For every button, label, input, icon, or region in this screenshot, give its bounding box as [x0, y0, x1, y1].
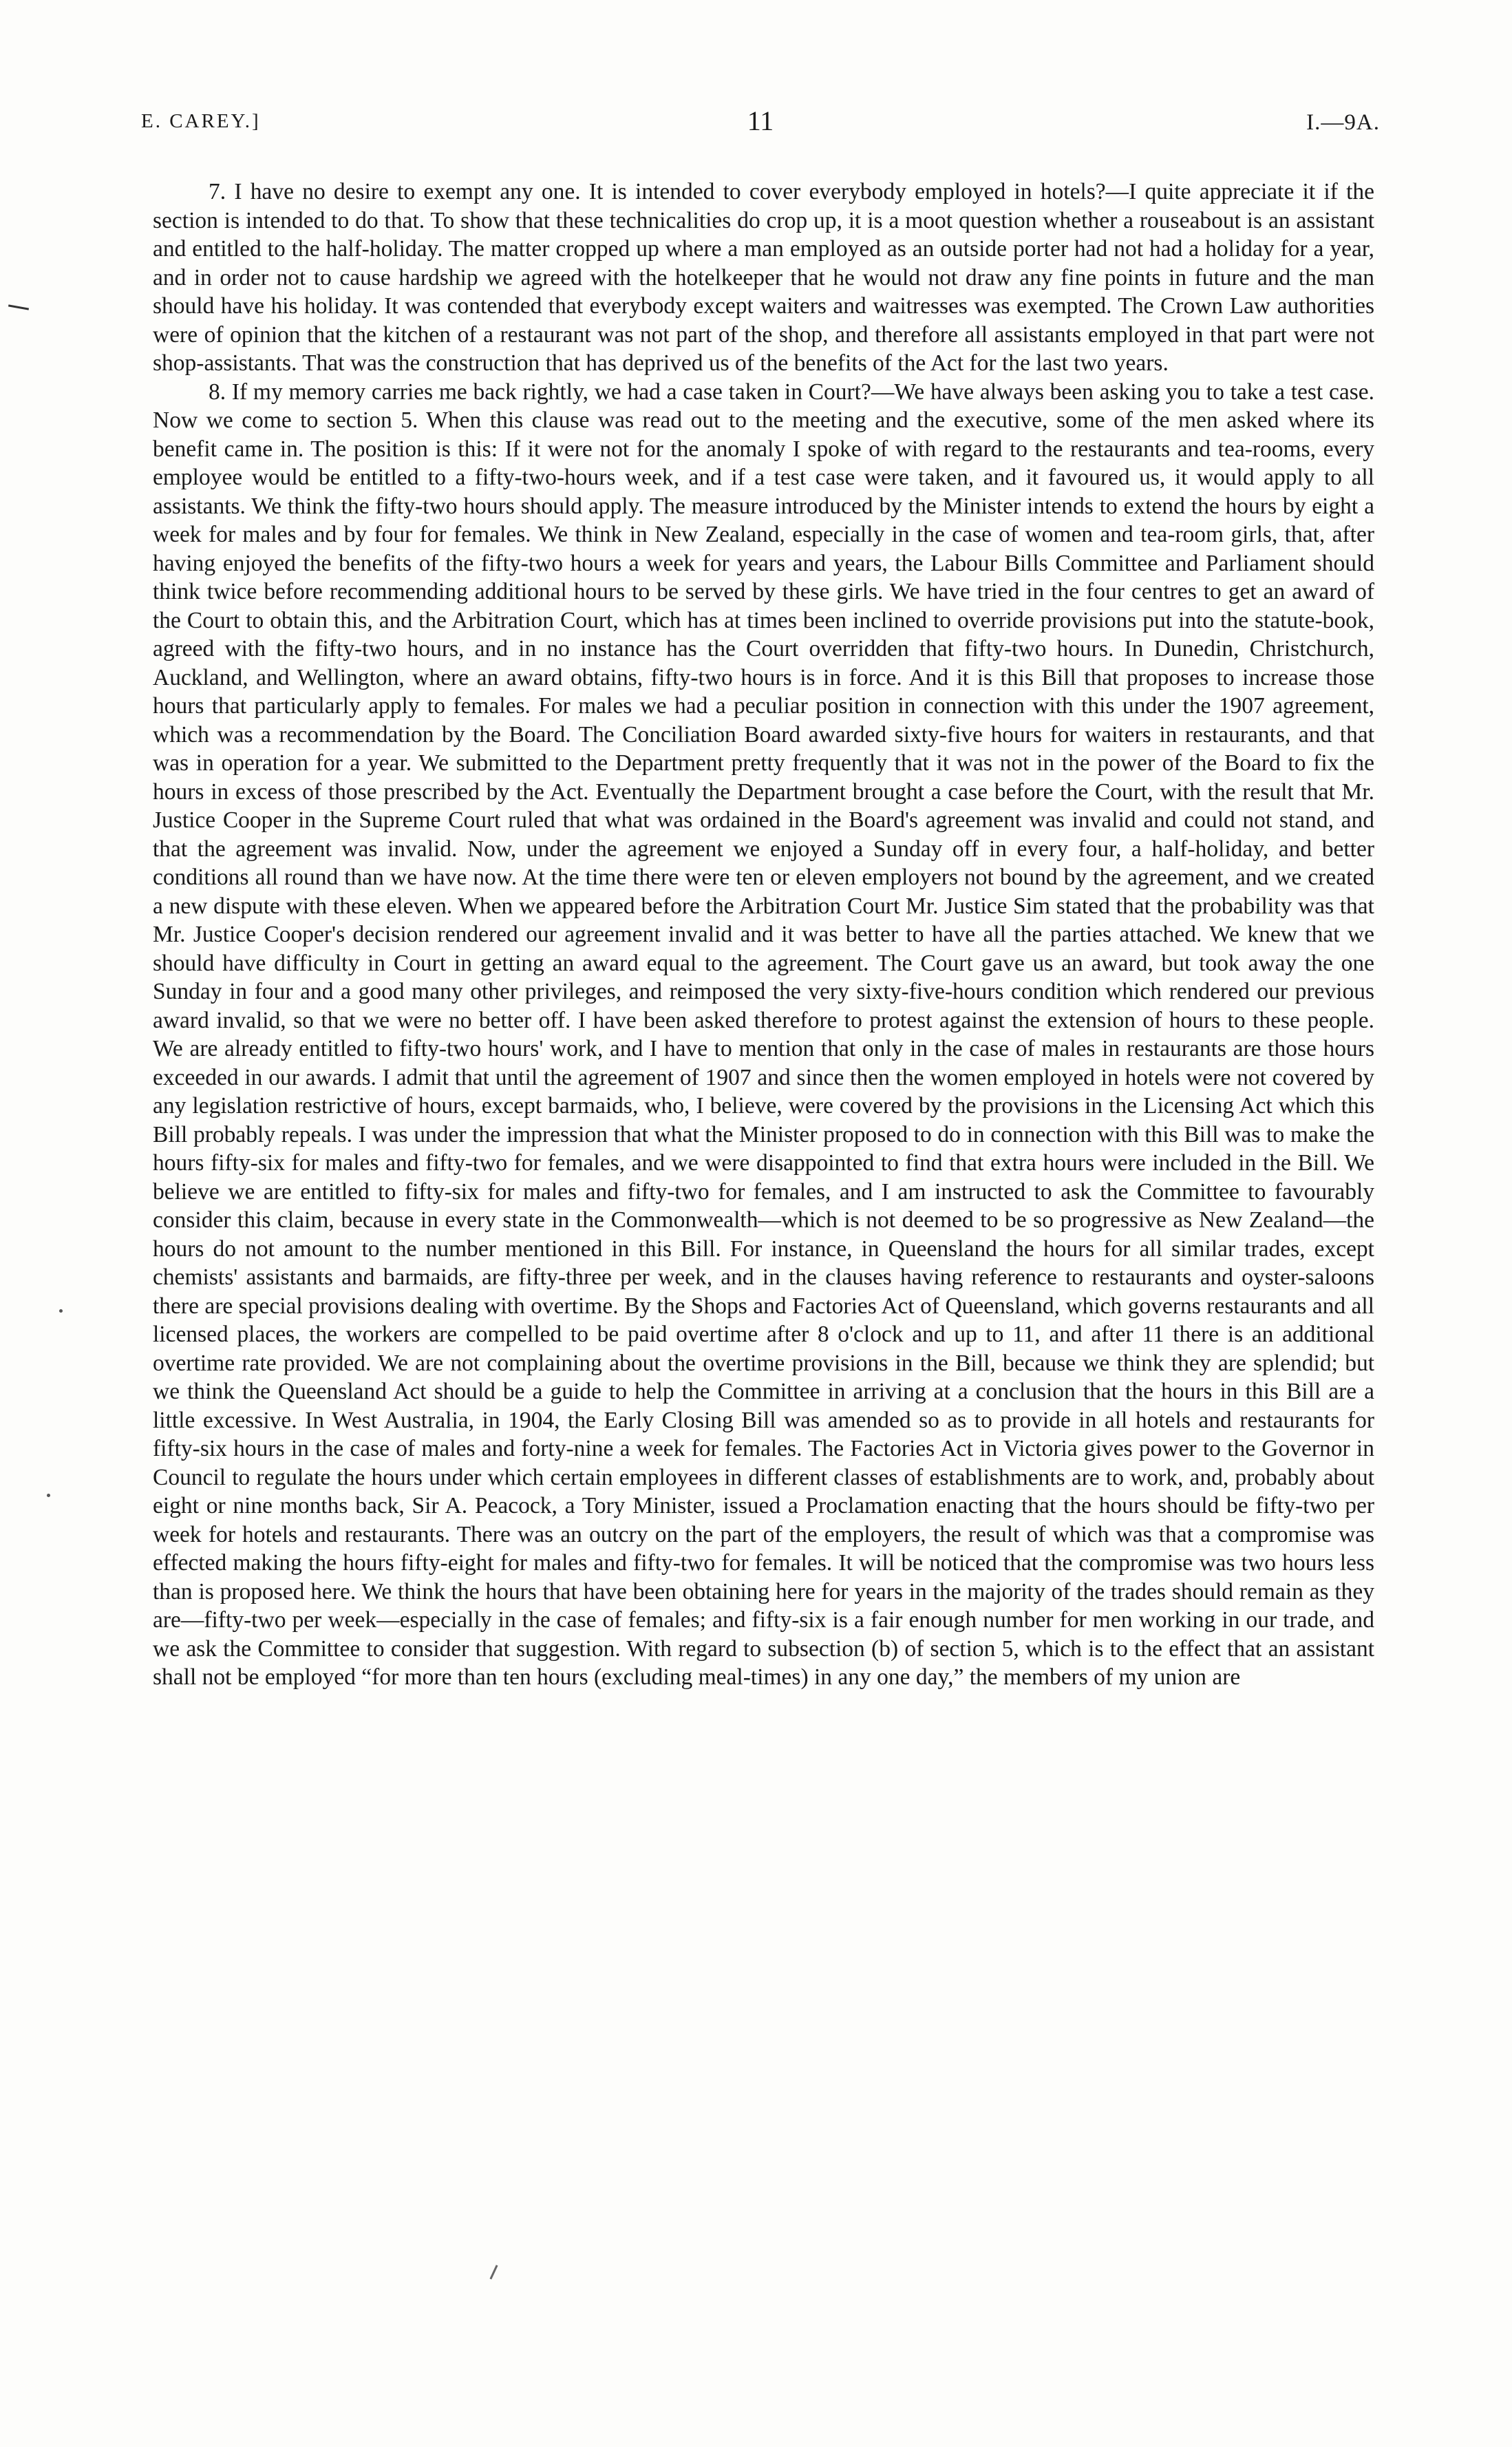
paragraph-8: 8. If my memory carries me back rightly, we had a case taken in Court?—We have always been asking you to take a test case. Now we come to section 5. When this clause was read out to the meeting and the executive, some of the men asked where its benefit came in. The position is this: If it were not for the anomaly I spoke of with regard to the restaurants and tea-rooms, every employee would be entitled to a fifty-two-hours week, and if a test case were taken, and it favoured us, it would apply to all assistants. We think the fifty-two hours should apply. The measure introduced by the Minister intends to extend the hours by eight a week for males and by four for females. We think in New Zealand, especially in the case of women and tea-room girls, that, after having enjoyed the benefits of the fifty-two hours a week for years and years, the Labour Bills Committee and Parliament should think twice before recommending additional hours to be served by these girls. We have tried in the four centres to get an award of the Court to obtain this, and the Arbitration Court, which has at times been inclined to override provisions put into the statute-book, agreed with the fifty-two hours, and in no instance has the Court overridden that fifty-two hours. In Dunedin, Christchurch, Auckland, and Wellington, where an award obtains, fifty-two hours is in force. And it is this Bill that proposes to increase those hours that particularly apply to females. For males we had a peculiar position in connection with this under the 1907 agreement, which was a recommendation by the Board. The Conciliation Board awarded sixty-five hours for waiters in restaurants, and that was in operation for a year. We submitted to the Department pretty frequently that it was not in the power of the Board to fix the hours in excess of those prescribed by the Act. Eventually the Department brought a case before the Court, with the result that Mr. Justice Cooper in the Supreme Court ruled that what was ordained in the Board's agreement was invalid and could not stand, and that the agreement was invalid. Now, under the agreement we enjoyed a Sunday off in every four, a half-holiday, and better conditions all round than we have now. At the time there were ten or eleven employers not bound by the agreement, and we created a new dispute with these eleven. When we appeared before the Arbitration Court Mr. Justice Sim stated that the probability was that Mr. Justice Cooper's decision rendered our agreement invalid and it was better to have all the parties attached. We knew that we should have difficulty in Court in getting an award equal to the agreement. The Court gave us an award, but took away the one Sunday in four and a good many other privileges, and reimposed the very sixty-five-hours condition which rendered our previous award invalid, so that we were no better off. I have been asked therefore to protest against the extension of hours to these people. We are already entitled to fifty-two hours' work, and I have to mention that only in the case of males in restaurants are those hours exceeded in our awards. I admit that until the agreement of 1907 and since then the women employed in hotels were not covered by any legislation restrictive of hours, except barmaids, who, I believe, were covered by the provisions in the Licensing Act which this Bill probably repeals. I was under the impression that what the Minister proposed to do in connection with this Bill was to make the hours fifty-six for males and fifty-two for females, and we were disappointed to find that extra hours were included in the Bill. We believe we are entitled to fifty-six for males and fifty-two for females, and I am instructed to ask the Committee to favourably consider this claim, because in every state in the Commonwealth—which is not deemed to be so progressive as New Zealand—the hours do not amount to the number mentioned in this Bill. For instance, in Queensland the hours for all similar trades, except chemists' assistants and barmaids, are fifty-three per week, and in the clauses having reference to restaurants and oyster-saloons there are special provisions dealing with overtime. By the Shops and Factories Act of Queensland, which governs restaurants and all licensed places, the workers are compelled to be paid overtime after 8 o'clock and up to 11, and after 11 there is an additional overtime rate provided. We are not complaining about the overtime provisions in the Bill, because we think they are splendid; but we think the Queensland Act should be a guide to help the Committee in arriving at a conclusion that the hours in this Bill are a little excessive. In West Australia, in 1904, the Early Closing Bill was amended so as to provide in all hotels and restaurants for fifty-six hours in the case of males and forty-nine a week for females. The Factories Act in Victoria gives power to the Governor in Council to regulate the hours under which certain employees in different classes of establishments are to work, and, probably about eight or nine months back, Sir A. Peacock, a Tory Minister, issued a Proclamation enacting that the hours should be fifty-two per week for hotels and restaurants. There was an outcry on the part of the employers, the result of which was that a compromise was effected making the hours fifty-eight for males and fifty-two for females. It will be noticed that the compromise was two hours less than is proposed here. We think the hours that have been obtaining here for years in the majority of the trades should remain as they are—fifty-two per week—especially in the case of females; and fifty-six is a fair enough number for men working in our trade, and we ask the Committee to consider that suggestion. With regard to subsection (b) of section 5, which is to the effect that an assistant shall not be employed “for more than ten hours (excluding meal-times) in any one day,” the members of my union are	[153, 379, 1374, 1690]
margin-dot	[47, 1494, 50, 1497]
ink-scratch	[489, 2265, 498, 2279]
document-reference: I.—9A.	[1306, 110, 1380, 135]
header-author: E. CAREY.]	[141, 110, 261, 132]
body-text	[153, 178, 1374, 1692]
page-header	[141, 105, 1380, 151]
paragraph-7: 7. I have no desire to exempt any one. It is intended to cover everybody employed in hotels?—I quite appreciate it if the section is intended to do that. To show that these technicalities do crop up, it is a moot question whether a rouseabout is an assistant and entitled to the half-holiday. The matter cropped up where a man employed as an outside porter had not had a holiday for a year, and in order not to cause hardship we agreed with the hotelkeeper that he would not draw any fine points in future and the man should have his holiday. It was contended that everybody except waiters and waitresses was exempted. The Crown Law authorities were of opinion that the kitchen of a restaurant was not part of the shop, and therefore all assistants employed in that part were not shop-assistants. That was the construction that has deprived us of the benefits of the Act for the last two years.	[153, 179, 1374, 376]
page-number: 11	[747, 105, 774, 136]
margin-dot	[59, 1309, 63, 1313]
margin-mark	[8, 304, 29, 310]
